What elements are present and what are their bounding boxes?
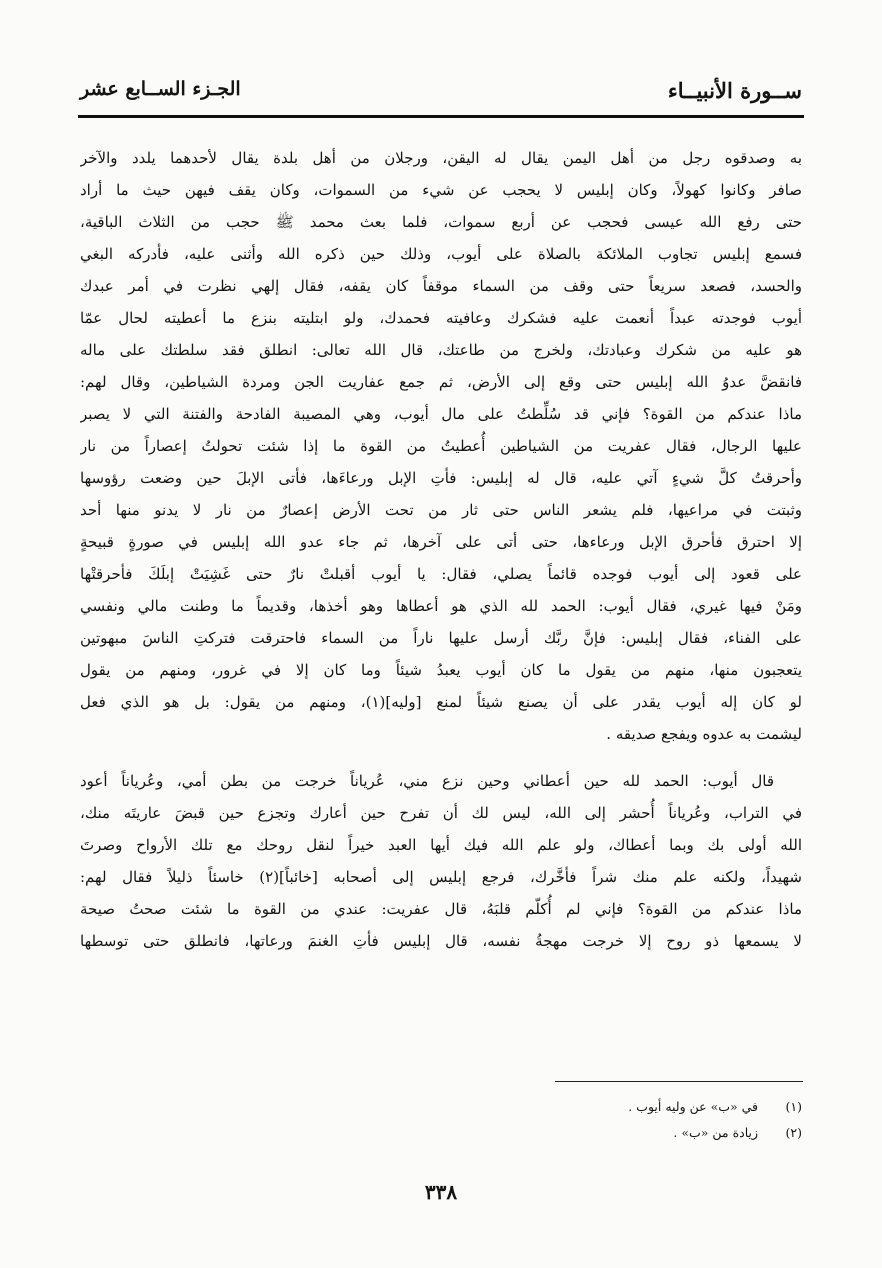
- text-line: الله أولى بك وبما أعطاك، ولو علم الله فيك أيها العبد خيراً لنقل روحك مع تلك الأرواح وصرتَ: [80, 836, 802, 854]
- text-line: فانقضَّ عدوُ الله إبليس حتى وقع إلى الأرض، ثم جمع عفاريت الجن ومردة الشياطين، وقال لهم:: [80, 373, 802, 391]
- text-line: هو عليه من شكرك وعبادتك، ولخرج من طاعتك، قال الله تعالى: انطلق فقد سلطتك على ماله: [80, 341, 802, 359]
- text-line: ماذا عندكم من القوة؟ فإني لم أُكلّم قلبَهُ، قال عفريت: عندي من القوة ما شئت صحتُ صيحة: [80, 900, 802, 918]
- footnote: [80, 1094, 802, 1120]
- text-line: إلا احترق فأحرق الإبل ورعاءها، حتى أتى على آخرها، ثم جاء عدو الله إبليس في صورةٍ قبيحةٍ: [80, 533, 802, 551]
- running-header: [80, 70, 802, 110]
- footnotes: [80, 1094, 802, 1146]
- text-line: على قعود إلى أيوب فوجده قائماً يصلي، فقال: يا أيوب أقبلتْ نارٌ حتى غَشِيَتْ إبلَكَ فأحرقتْها: [80, 565, 802, 583]
- text-line: عليها الرجال، فقال عفريت من الشياطين أُعطيتُ من القوة ما إذا شئت تحولتُ إعصاراً من نار: [80, 437, 802, 455]
- header-rule: [78, 115, 804, 118]
- footnote-text: في «ب» عن وليه أيوب .: [628, 1099, 759, 1114]
- text-line: فسمع إبليس تجاوب الملائكة بالصلاة على أيوب، وذلك حين ذكره الله وأثنى عليه، فأدركه البغي: [80, 245, 802, 263]
- part-title: الجـزء الســابع عشر: [80, 78, 241, 100]
- text-line: حتى رفع الله عيسى فحجب عن أربع سموات، فلما بعث محمد ﷺ حجب من الثلاث الباقية،: [80, 213, 802, 231]
- text-line: ليشمت به عدوه ويفجع صديقه .: [606, 725, 802, 743]
- footnote-number: (١): [785, 1099, 802, 1114]
- text-line: لو كان إله أيوب يقدر على أن يصنع شيئاً لمنع [وليه](١)، ومنهم من يقول: بل هو الذي فعل: [80, 693, 802, 711]
- text-line: شهيداً، ولكنه علم منك شراً فأخَّرك، فرجع إبليس إلى أصحابه [خائباً](٢) خاسئاً ذليلاً فقال لهم:: [80, 868, 802, 886]
- text-line: ومَنْ فيها غيري، فقال أيوب: الحمد لله الذي هو أعطاها وهو أخذها، وقديماً ما وطنت مالي ونفسي: [80, 597, 802, 615]
- text-line: به وصدقوه رجل من أهل اليمن يقال له اليقن، ورجلان من أهل بلدة يقال لأحدهما يلدد والآخر: [80, 149, 802, 167]
- footnote: [80, 1120, 802, 1146]
- text-line: وأحرقتُ كلَّ شيءٍ آتي عليه، قال له إبليس: فأتِ الإبل ورعاءَها، فأتى الإبلَ حين وضعت رؤوسها: [80, 469, 802, 487]
- text-line: يتعجبون منها، منهم من يقول ما كان أيوب يعبدُ شيئاً وما كان إلا في غرور، ومنهم من يقول: [80, 661, 802, 679]
- text-line: ماذا عندكم من القوة؟ فإني قد سُلِّطتُ على مال أيوب، وهي المصيبة الفادحة والفتنة التي لا يصبر: [80, 405, 802, 423]
- text-line: والحسد، فصعد سريعاً حتى وقف من السماء موقفاً كان يقفه، فقال إلهي نظرت في أمر عبدك: [80, 277, 802, 295]
- surah-title: ســورة الأنبيــاء: [667, 78, 802, 103]
- paragraph-gap: [80, 750, 802, 765]
- text-line: في التراب، وعُرياناً أُحشر إلى الله، ليس لك أن تفرح حين أعارك وتجزع حين قبضَ عاريتَه منك،: [80, 804, 802, 822]
- footnote-text: زيادة من «ب» .: [673, 1125, 759, 1140]
- text-line: صافر وكانوا كهولاً، وكان إبليس لا يحجب عن شيء من السموات، وكان يقف فيهن حيث ما أراد: [80, 181, 802, 199]
- text-line: على الفناء، فقال إبليس: فإنَّ ربَّك أرسل عليها ناراً من السماء فاحترقت فتركتِ الناسَ مبهوتين: [80, 629, 802, 647]
- text-line: لا يسمعها ذو روح إلا خرجت مهجةُ نفسه، قال إبليس فأتِ الغنمَ ورعاتها، فانطلق حتى توسطها: [80, 932, 802, 950]
- text-line: أيوب فوجدته عبداً أنعمت عليه فشكرك وعافيته فحمدك، ولو ابتليته بنزع ما أعطيته لحال عمّا: [80, 309, 802, 327]
- footnote-number: (٢): [785, 1125, 802, 1140]
- text-line: وثبتت في مراعيها، فلم يشعر الناس حتى ثار من تحت الأرض إعصارٌ من نار لا يدنو منها أحد: [80, 501, 802, 519]
- page-number: ٣٣٨: [424, 1180, 458, 1204]
- text-line: قال أيوب: الحمد لله حين أعطاني وحين نزع مني، عُرياناً خرجت من بطن أمي، وعُرياناً أعود: [80, 772, 774, 790]
- main-text: [80, 142, 802, 957]
- footnote-rule: [555, 1081, 803, 1082]
